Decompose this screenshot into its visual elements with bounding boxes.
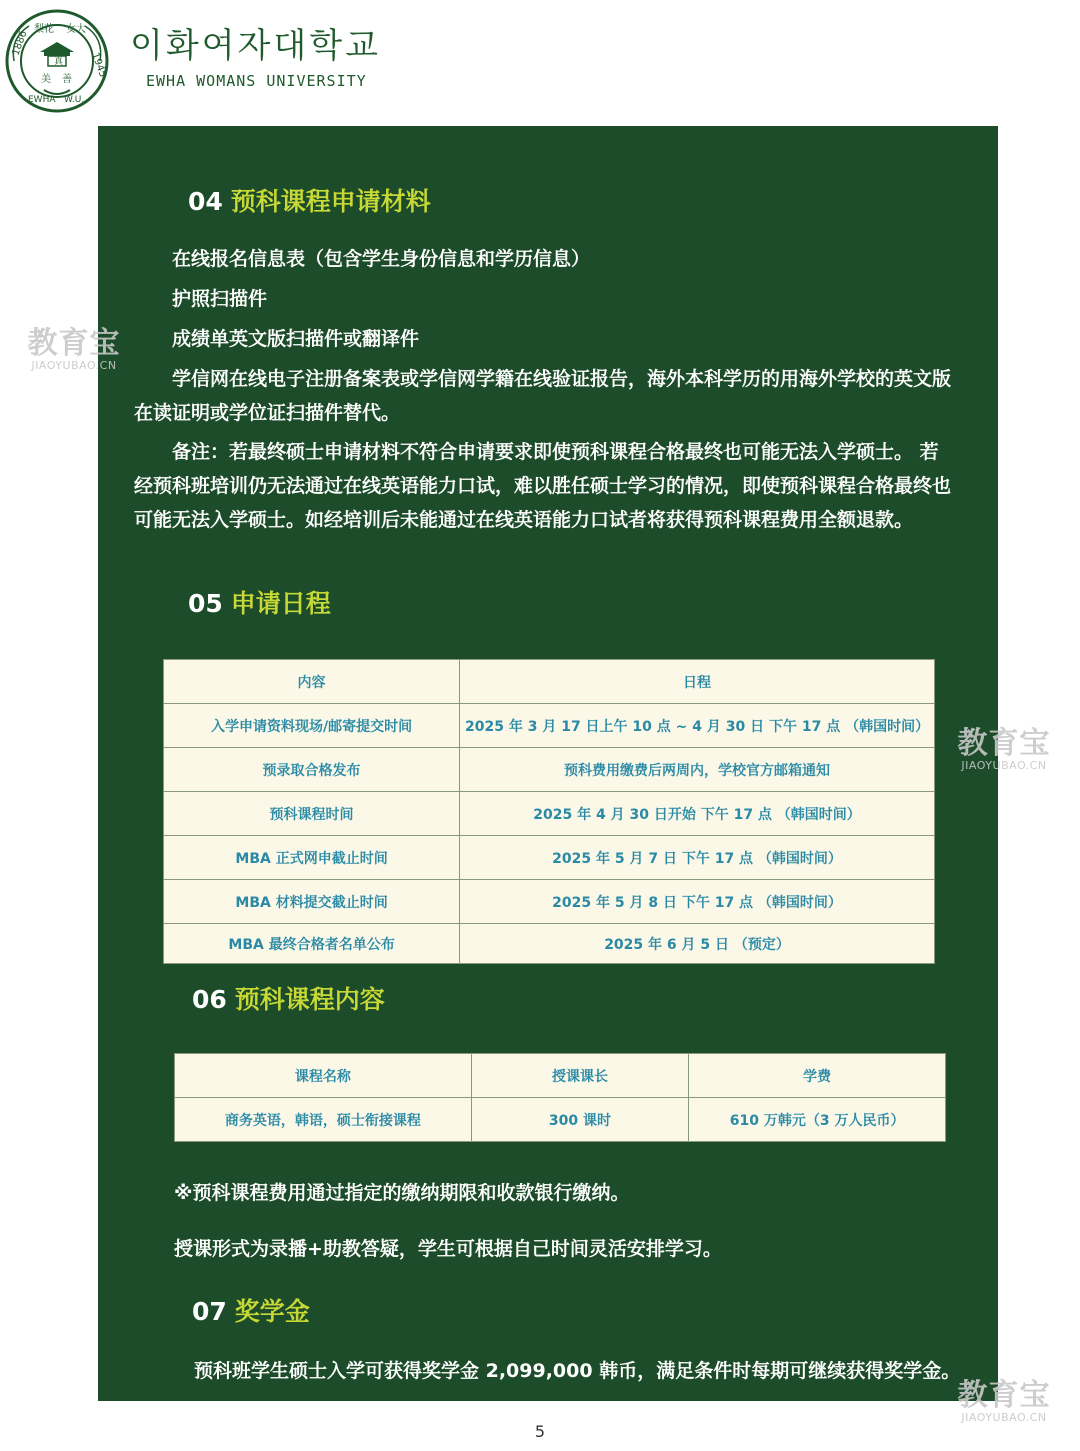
watermark xyxy=(946,1380,1062,1424)
svg-text:EWHA: EWHA xyxy=(28,95,56,105)
table-cell: 预科课程时间 xyxy=(164,792,460,836)
note-line: 经预科班培训仍无法通过在线英语能力口试，难以胜任硕士学习的情况，即使预科课程合格最终也 xyxy=(134,475,952,497)
university-seal-logo xyxy=(4,8,110,114)
payment-note: ※预科课程费用通过指定的缴纳期限和收款银行缴纳。 xyxy=(174,1182,630,1204)
watermark-domain: JIAOYUBAO.CN xyxy=(961,759,1047,772)
note-line: 可能无法入学硕士。如经培训后未能通过在线英语能力口试者将获得预科课程费用全额退款。 xyxy=(134,509,914,531)
section-number: 04 xyxy=(188,187,223,216)
svg-text:美: 美 xyxy=(41,74,51,85)
table-cell: 2025 年 6 月 5 日 （预定） xyxy=(460,924,935,964)
schedule-table xyxy=(163,659,935,964)
table-cell: MBA 材料提交截止时间 xyxy=(164,880,460,924)
material-item: 成绩单英文版扫描件或翻译件 xyxy=(172,328,420,350)
section-05-title xyxy=(188,584,331,620)
section-number: 07 xyxy=(192,1297,227,1326)
table-header-cell: 课程名称 xyxy=(175,1054,472,1098)
table-row xyxy=(164,924,935,964)
page-header xyxy=(0,0,1080,120)
section-number: 06 xyxy=(192,985,227,1014)
table-header-row xyxy=(164,660,935,704)
university-name-english: EWHA WOMANS UNIVERSITY xyxy=(146,72,367,90)
table-row xyxy=(175,1098,946,1142)
table-cell: 入学申请资料现场/邮寄提交时间 xyxy=(164,704,460,748)
table-header-cell: 日程 xyxy=(460,660,935,704)
watermark xyxy=(946,728,1062,772)
svg-text:善: 善 xyxy=(62,74,72,85)
table-cell: MBA 最终合格者名单公布 xyxy=(164,924,460,964)
table-row xyxy=(164,748,935,792)
table-header-row xyxy=(175,1054,946,1098)
watermark xyxy=(16,328,132,372)
table-row xyxy=(164,880,935,924)
section-heading: 预科课程内容 xyxy=(234,985,385,1014)
table-cell: 300 课时 xyxy=(471,1098,689,1142)
section-04-title xyxy=(188,182,431,218)
table-cell: 610 万韩元（3 万人民币） xyxy=(689,1098,946,1142)
section-06-title xyxy=(192,980,385,1016)
table-cell: 2025 年 4 月 30 日开始 下午 17 点 （韩国时间） xyxy=(460,792,935,836)
table-cell: 预科费用缴费后两周内，学校官方邮箱通知 xyxy=(460,748,935,792)
table-cell: 2025 年 5 月 8 日 下午 17 点 （韩国时间） xyxy=(460,880,935,924)
table-cell: MBA 正式网申截止时间 xyxy=(164,836,460,880)
material-item-line: 在读证明或学位证扫描件替代。 xyxy=(134,402,401,424)
watermark-logo-text: 教育宝 xyxy=(957,726,1051,761)
table-cell: 2025 年 5 月 7 日 下午 17 点 （韩国时间） xyxy=(460,836,935,880)
svg-text:梨花: 梨花 xyxy=(34,24,54,35)
section-heading: 预科课程申请材料 xyxy=(230,187,431,216)
section-number: 05 xyxy=(188,589,223,618)
table-cell: 预录取合格发布 xyxy=(164,748,460,792)
table-cell: 商务英语，韩语，硕士衔接课程 xyxy=(175,1098,472,1142)
watermark-domain: JIAOYUBAO.CN xyxy=(31,359,117,372)
section-heading: 奖学金 xyxy=(234,1297,310,1326)
note-line: 备注：若最终硕士申请材料不符合申请要求即使预科课程合格最终也可能无法入学硕士。 若 xyxy=(172,441,939,463)
section-07-title xyxy=(192,1292,310,1328)
table-header-cell: 内容 xyxy=(164,660,460,704)
page-number: 5 xyxy=(534,1422,546,1441)
svg-text:女大: 女大 xyxy=(66,24,86,35)
table-row xyxy=(164,836,935,880)
university-name-korean: 이화여자대학교 xyxy=(130,26,381,66)
course-table xyxy=(174,1053,946,1142)
material-item: 护照扫描件 xyxy=(172,288,268,310)
table-header-cell: 授课课长 xyxy=(471,1054,689,1098)
table-row xyxy=(164,704,935,748)
content-panel xyxy=(98,126,998,1401)
teaching-format-note: 授课形式为录播+助教答疑，学生可根据自己时间灵活安排学习。 xyxy=(174,1238,722,1260)
svg-text:1945: 1945 xyxy=(89,51,109,79)
svg-text:真: 真 xyxy=(54,57,64,67)
table-header-cell: 学费 xyxy=(689,1054,946,1098)
material-item: 在线报名信息表（包含学生身份信息和学历信息） xyxy=(172,248,591,270)
svg-text:W.U.: W.U. xyxy=(64,95,85,105)
table-row xyxy=(164,792,935,836)
svg-text:1886: 1886 xyxy=(10,29,30,58)
scholarship-text: 预科班学生硕士入学可获得奖学金 2,099,000 韩币，满足条件时每期可继续获得奖学金。 xyxy=(194,1360,961,1382)
table-cell: 2025 年 3 月 17 日上午 10 点 ~ 4 月 30 日 下午 17 点 （韩国时间） xyxy=(460,704,935,748)
watermark-logo-text: 教育宝 xyxy=(27,326,121,361)
material-item-line: 学信网在线电子注册备案表或学信网学籍在线验证报告，海外本科学历的用海外学校的英文版 xyxy=(172,368,952,390)
watermark-domain: JIAOYUBAO.CN xyxy=(961,1411,1047,1424)
section-heading: 申请日程 xyxy=(230,589,331,618)
watermark-logo-text: 教育宝 xyxy=(957,1378,1051,1413)
